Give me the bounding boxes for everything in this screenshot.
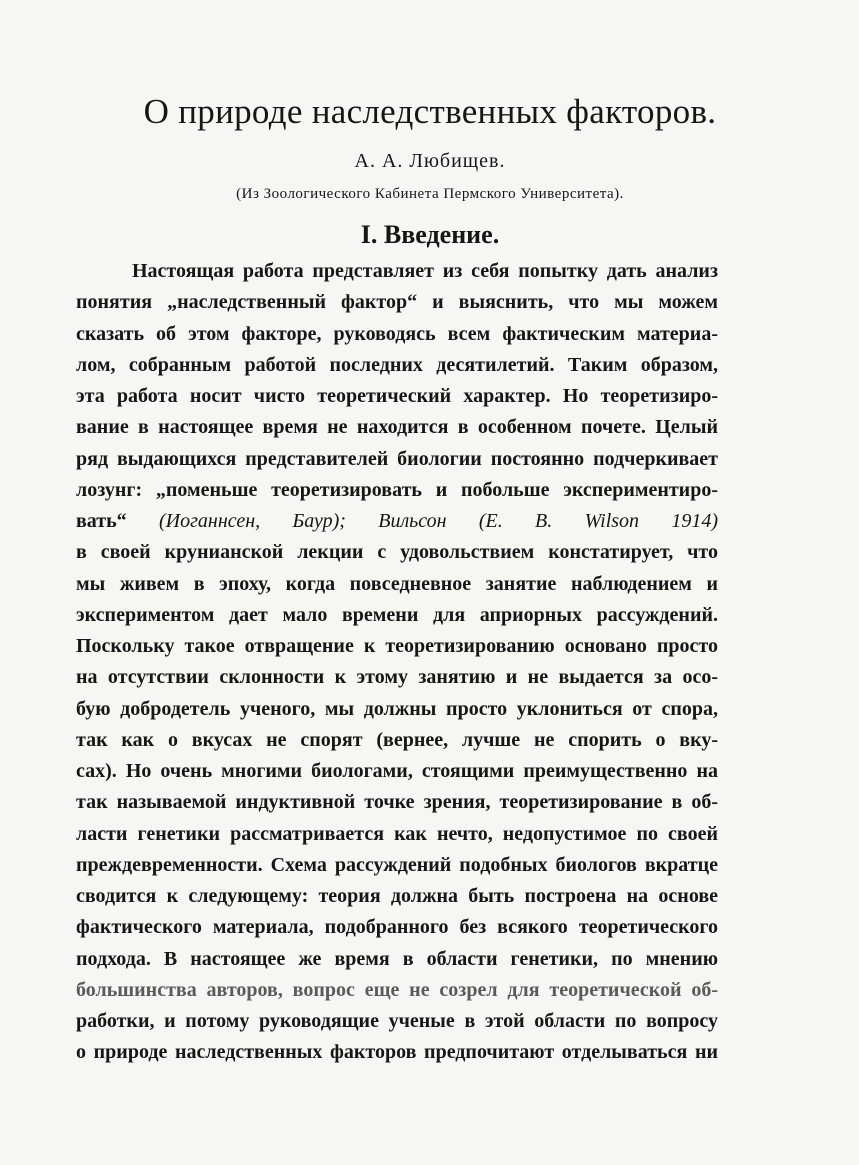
body-line: так как о вкусах не спорят (вернее, лучше не спорить о вку-: [76, 728, 718, 751]
body-line: сказать об этом факторе, руководясь всем фактическим материа-: [76, 322, 718, 345]
citation-italic: (Иоганнсен, Баур); Вильсон (E. B. Wilson 1914): [159, 510, 718, 532]
body-line-citation: [76, 506, 718, 537]
body-line: эта работа носит чисто теоретический характер. Но теоретизиро-: [76, 385, 718, 407]
body-line: Настоящая работа представляет из себя попытку дать анализ: [132, 260, 718, 282]
citation-lead: вать“: [76, 510, 127, 532]
body-line: о природе наследственных факторов предпочитают отделываться ни: [76, 1041, 718, 1064]
body-line: ряд выдающихся представителей биологии постоянно подчеркивает: [76, 447, 718, 470]
body-line: Поскольку такое отвращение к теоретизированию основано просто: [76, 635, 718, 657]
body-line: сводится к следующему: теория должна быть построена на основе: [76, 885, 718, 907]
author-name: А. А. Любищев.: [354, 150, 506, 172]
body-line: на отсутствии склонности к этому занятию и не выдается за осо-: [76, 666, 718, 689]
body-line: большинства авторов, вопрос еще не созрел для теоретической об-: [76, 978, 718, 1001]
body-line: понятия „наследственный фактор“ и выяснить, что мы можем: [76, 291, 718, 314]
author-affiliation: (Из Зоологического Кабинета Пермского Университета).: [236, 186, 624, 202]
body-text: [76, 256, 718, 1069]
body-line: фактического материала, подобранного без всякого теоретического: [76, 916, 718, 939]
section-heading: I. Введение.: [360, 220, 500, 249]
body-line: преждевременности. Схема рассуждений подобных биологов вкратце: [76, 853, 718, 876]
body-line: бую добродетель ученого, мы должны просто уклониться от спора,: [76, 697, 718, 720]
body-line: лозунг: „поменьше теоретизировать и побольше экспериментиро-: [76, 478, 718, 501]
body-line: работки, и потому руководящие ученые в этой области по вопросу: [76, 1010, 718, 1032]
body-line: подхода. В настоящее же время в области генетики, по мнению: [76, 947, 718, 970]
body-line: так называемой индуктивной точке зрения, теоретизирование в об-: [76, 791, 718, 814]
body-line: вание в настоящее время не находится в особенном почете. Целый: [76, 416, 718, 439]
body-line: сах). Но очень многими биологами, стоящими преимущественно на: [76, 760, 718, 782]
body-line: лом, собранным работой последних десятилетий. Таким образом,: [76, 353, 718, 376]
body-line: в своей крунианской лекции с удовольствием констатирует, что: [76, 541, 718, 564]
paper-title: О природе наследственных факторов.: [143, 92, 717, 131]
body-line: мы живем в эпоху, когда повседневное занятие наблюдением и: [76, 572, 718, 595]
body-line: ласти генетики рассматривается как нечто, недопустимое по своей: [76, 822, 718, 845]
body-line: экспериментом дает мало времени для априорных рассуждений.: [76, 603, 718, 626]
